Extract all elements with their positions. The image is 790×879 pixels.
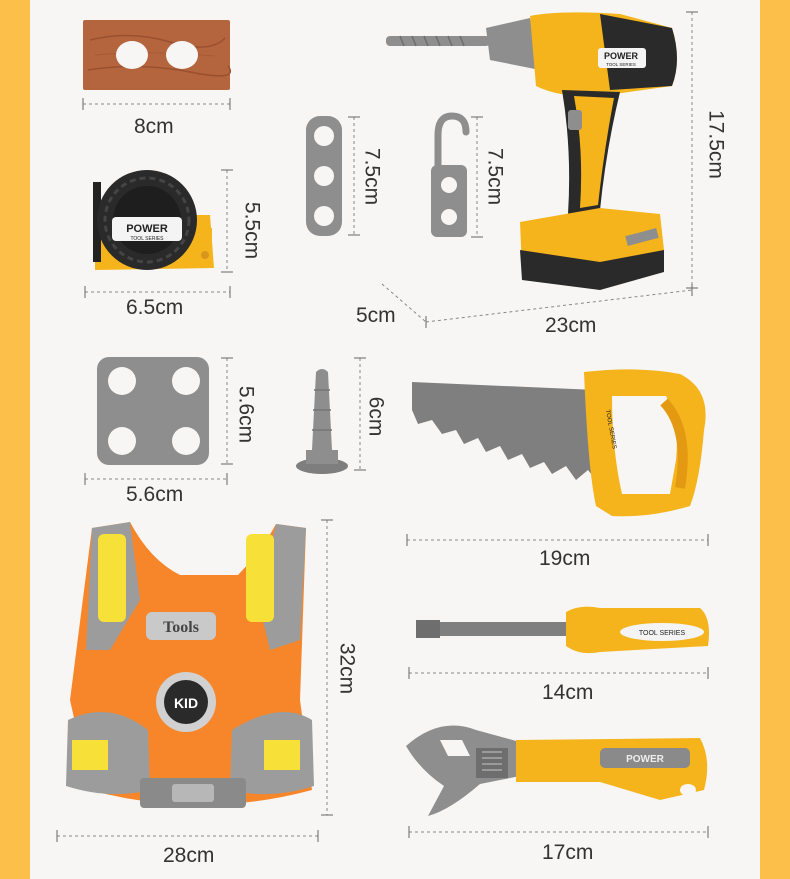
- drill-brand-text: POWER: [603, 51, 639, 61]
- saw-handle-text: TOOL SERIES: [604, 409, 617, 450]
- wrench-handle-text: POWER: [626, 754, 664, 765]
- tape-sub-text: TOOL SERIES: [130, 236, 164, 242]
- three-hole-plate-height-label: 7.5cm: [360, 147, 384, 206]
- saw-length-label: 19cm: [539, 547, 591, 570]
- hook-plate: [431, 116, 467, 237]
- toy-saw: [412, 369, 706, 516]
- toy-screwdriver: [416, 607, 709, 653]
- hook-plate-height-label: 7.5cm: [483, 147, 507, 206]
- wood-block-width-label: 8cm: [134, 115, 174, 138]
- three-hole-plate: [306, 116, 342, 236]
- vest-badge-text: KID: [173, 695, 199, 711]
- vest-patch-text: Tools: [163, 619, 199, 636]
- screwdriver-length-label: 14cm: [542, 681, 594, 704]
- tape-brand-text: POWER: [126, 223, 168, 235]
- drill-height-label: 17.5cm: [704, 110, 728, 179]
- vest-width-label: 28cm: [163, 844, 215, 867]
- wood-block: [83, 20, 230, 90]
- drill-sub-text: TOOL SERIES: [606, 62, 636, 67]
- vest-height-label: 32cm: [335, 642, 359, 695]
- power-drill: [386, 12, 677, 290]
- tape-measure-width-label: 6.5cm: [126, 296, 184, 319]
- bolt-height-label: 6cm: [364, 396, 388, 437]
- drill-length-label: 23cm: [545, 314, 597, 337]
- tape-measure: [93, 170, 214, 270]
- square-four-hole-plate: [97, 357, 209, 465]
- wrench-length-label: 17cm: [542, 841, 594, 864]
- screwdriver-handle-text: TOOL SERIES: [638, 630, 686, 637]
- toy-bolt: [296, 369, 348, 474]
- tape-measure-height-label: 5.5cm: [240, 201, 264, 260]
- drill-depth-label: 5cm: [356, 304, 396, 327]
- square-plate-height-label: 5.6cm: [234, 385, 258, 444]
- tool-vest: [66, 522, 314, 808]
- square-plate-width-label: 5.6cm: [126, 483, 184, 506]
- adjustable-wrench: [406, 726, 707, 816]
